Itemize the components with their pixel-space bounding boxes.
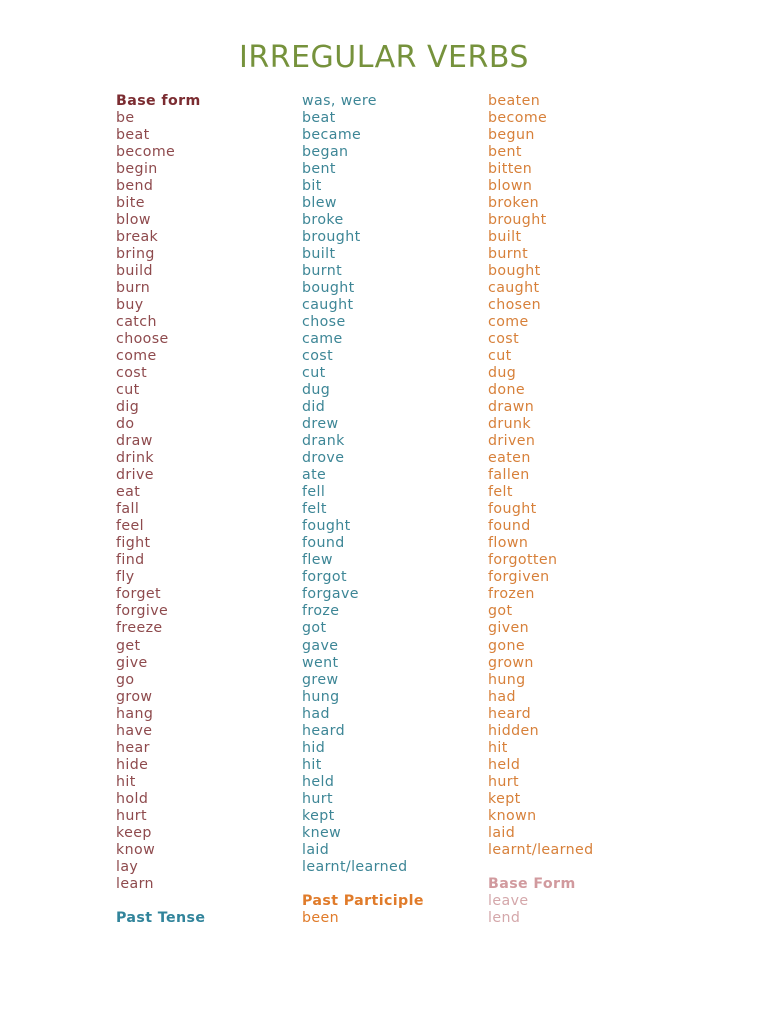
verb-word: go [116,671,135,688]
verb-word: hid [302,739,326,756]
verb-word: lay [116,858,139,875]
verb-word: did [302,399,326,416]
verb-word: cost [488,331,520,348]
verb-word: know [116,841,156,858]
verb-word: blew [302,195,337,212]
verb-word: bought [488,263,541,280]
verb-word: flown [488,535,529,552]
verb-word: bent [488,144,522,161]
verb-word: break [116,229,159,246]
verb-word: build [116,263,153,280]
verb-word: blow [116,212,151,229]
verb-word: ate [302,467,327,484]
verb-word: begin [116,161,158,178]
verb-word: grew [302,671,339,688]
verb-word: dig [116,399,140,416]
verb-word: dug [302,382,331,399]
verb-word: heard [302,722,346,739]
verb-word: have [116,722,153,739]
verb-word: lend [488,909,521,926]
verb-word: brought [488,212,547,229]
verb-word: drew [302,416,339,433]
verb-word: broken [488,195,540,212]
verb-word: forgive [116,603,169,620]
verb-word: fly [116,569,135,586]
verb-word: hurt [116,807,147,824]
verb-word: chose [302,314,346,331]
verb-word: caught [302,297,354,314]
verb-word: felt [488,484,513,501]
verb-word: burnt [488,246,529,263]
verb-word: buy [116,297,144,314]
verb-word: got [488,603,513,620]
verb-word: built [302,246,336,263]
verb-word: eaten [488,450,531,467]
verb-word: hung [488,671,526,688]
verb-word: held [488,756,521,773]
verb-word: forgiven [488,569,550,586]
verb-word: beaten [488,93,541,109]
verb-word: fight [116,535,151,552]
verb-word: hurt [488,773,519,790]
verb-word: drunk [488,416,532,433]
verb-word: find [116,552,145,569]
verb-word: laid [302,841,330,858]
verb-word: bend [116,178,154,195]
verb-word: beat [302,110,336,127]
verb-word: began [302,144,349,161]
past-participle-column [488,93,594,927]
verb-word: fought [302,518,351,535]
base-form-header: Base form [116,93,201,109]
verb-word: fought [488,501,537,518]
past-tense-header: Past Tense [116,909,206,926]
verb-word: fell [302,484,326,501]
verb-word: got [302,620,327,637]
verb-word: catch [116,314,157,331]
verb-word: cut [116,382,140,399]
verb-word: learn [116,875,154,892]
verb-word: forgot [302,569,347,586]
verb-word: brought [302,229,361,246]
verb-word: found [302,535,345,552]
verb-word: chosen [488,297,541,314]
verb-word: eat [116,484,141,501]
verb-word: cut [488,348,512,365]
verb-word: held [302,773,335,790]
verb-word: be [116,110,135,127]
past-tense-column [302,93,424,927]
verb-word: hit [302,756,322,773]
verb-word: given [488,620,530,637]
verb-word: flew [302,552,333,569]
verb-word: felt [302,501,327,518]
verb-word: come [116,348,157,365]
verb-word: feel [116,518,144,535]
verb-word: learnt/learned [302,858,408,875]
verb-word: drove [302,450,345,467]
verb-word: gave [302,637,339,654]
verb-word: grow [116,688,153,705]
verb-word: found [488,518,531,535]
verb-word: draw [116,433,153,450]
verb-word: drink [116,450,154,467]
verb-word: known [488,807,537,824]
verb-word: fallen [488,467,530,484]
verb-word: grown [488,654,534,671]
verb-word: broke [302,212,344,229]
verb-word: become [488,110,548,127]
verb-word: burn [116,280,151,297]
verb-word: was, were [302,93,377,109]
verb-word: became [302,127,362,144]
verb-word: learnt/learned [488,841,594,858]
verb-word: fall [116,501,140,518]
past-participle-header: Past Participle [302,892,424,909]
verb-word: driven [488,433,536,450]
verb-word: had [488,688,516,705]
verb-word: hidden [488,722,540,739]
spacer [302,876,424,893]
verb-word: built [488,229,522,246]
verb-word: freeze [116,620,163,637]
verb-word: caught [488,280,540,297]
verb-word: bit [302,178,322,195]
verb-word: cost [302,348,334,365]
verb-word: cost [116,365,148,382]
verb-word: forgotten [488,552,558,569]
verb-word: bought [302,280,355,297]
verb-word: choose [116,331,169,348]
verb-word: blown [488,178,533,195]
verb-word: hung [302,688,340,705]
verb-word: hit [116,773,136,790]
verb-word: drawn [488,399,535,416]
verb-word: heard [488,705,532,722]
verb-word: forget [116,586,161,603]
verb-word: came [302,331,343,348]
page-title: IRREGULAR VERBS [239,40,529,75]
verb-word: knew [302,824,342,841]
verb-word: cut [302,365,326,382]
verb-word: laid [488,824,516,841]
verb-word: beat [116,127,150,144]
verb-word: froze [302,603,340,620]
verb-word: drank [302,433,345,450]
verb-word: went [302,654,339,671]
verb-word: kept [302,807,335,824]
verb-word: been [302,909,340,926]
verb-word: hold [116,790,149,807]
verb-word: bent [302,161,336,178]
verb-word: bring [116,246,155,263]
spacer [116,893,205,910]
verb-word: hang [116,705,154,722]
verb-word: forgave [302,586,359,603]
verb-word: begun [488,127,535,144]
verb-word: dug [488,365,517,382]
verb-word: keep [116,824,152,841]
verb-word: drive [116,467,154,484]
base-form-column [116,93,205,927]
verb-word: done [488,382,526,399]
verb-word: bite [116,195,145,212]
verb-word: leave [488,892,529,909]
verb-word: give [116,654,148,671]
verb-word: gone [488,637,526,654]
base-form-header-2: Base Form [488,875,576,892]
verb-word: hear [116,739,150,756]
verb-word: do [116,416,135,433]
spacer [488,859,594,876]
verb-word: come [488,314,529,331]
verb-word: become [116,144,176,161]
verb-word: bitten [488,161,533,178]
verb-word: frozen [488,586,535,603]
verb-word: kept [488,790,521,807]
verb-word: get [116,637,141,654]
verb-word: hit [488,739,508,756]
verb-word: hurt [302,790,333,807]
verb-word: had [302,705,330,722]
verb-word: burnt [302,263,343,280]
verb-word: hide [116,756,149,773]
